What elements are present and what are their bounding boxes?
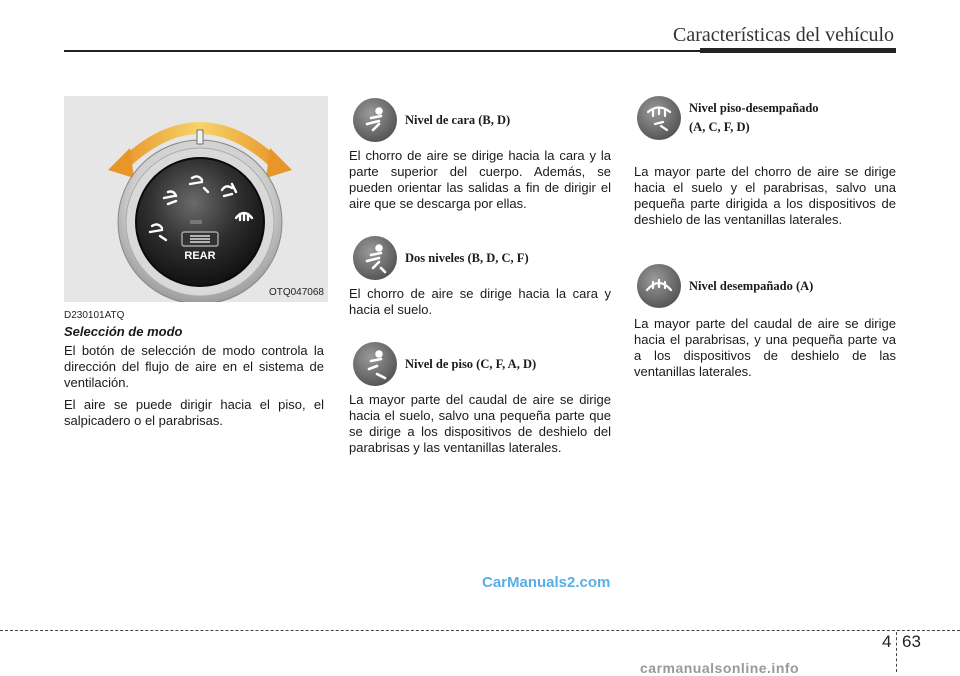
- paragraph: La mayor parte del caudal de aire se dirige hacia el parabrisas, y una pequeña parte va a los dispositivos de deshielo de las ventanillas laterales.: [634, 316, 896, 379]
- bi-level-vent-icon: [353, 236, 397, 280]
- rear-label: REAR: [184, 250, 216, 262]
- paragraph: El chorro de aire se dirige hacia la cara y la parte superior del cuerpo. Además, se pueden orientar las salidas a fin de dirigir el aire que se descarga por ellas.: [349, 148, 611, 211]
- paragraph: La mayor parte del chorro de aire se dirige hacia el suelo y el parabrisas, salvo una pequeña parte dirigida a los dispositivos de deshielo de las ventanillas laterales.: [634, 164, 896, 227]
- mode-floor-defrost-text: [634, 164, 896, 234]
- section-title: Características del vehículo: [672, 24, 894, 46]
- mode-bilevel-heading: [353, 236, 529, 280]
- paragraph: El aire se puede dirigir hacia el piso, el salpicadero o el parabrisas.: [64, 397, 324, 428]
- header-rule-accent: [700, 48, 896, 53]
- mode-bilevel-text: [349, 286, 611, 324]
- mode-defrost-heading: [637, 264, 813, 308]
- section-code: D230101ATQ: [64, 310, 125, 321]
- chapter-number: 4: [882, 632, 892, 651]
- mode-floor-defrost-heading: [637, 96, 819, 140]
- watermark-link[interactable]: CarManuals2.com: [482, 574, 611, 591]
- mode-label: Nivel de cara (B, D): [405, 112, 511, 127]
- mode-label-line: (A, C, F, D): [689, 120, 750, 134]
- paragraph: El botón de selección de modo controla la dirección del flujo de aire en el sistema de ventilación.: [64, 343, 324, 390]
- mode-floor-text: [349, 392, 611, 462]
- mode-label: Nivel de piso (C, F, A, D): [405, 356, 537, 371]
- mode-defrost-text: [634, 316, 896, 386]
- footer-rule: [0, 630, 960, 631]
- mode-label: Dos niveles (B, D, C, F): [405, 250, 529, 265]
- defrost-icon: [637, 264, 681, 308]
- mode-face-heading: [353, 98, 510, 142]
- mode-floor-heading: [353, 342, 536, 386]
- mode-knob-illustration: [64, 96, 328, 302]
- paragraph: El chorro de aire se dirige hacia la cara y hacia el suelo.: [349, 286, 611, 317]
- face-vent-icon: [353, 98, 397, 142]
- section-subtitle: Selección de modo: [64, 324, 183, 339]
- mode-label: Nivel desempañado (A): [689, 278, 814, 293]
- paragraph: La mayor parte del caudal de aire se dirige hacia el suelo, salvo una pequeña parte que se dirige a los dispositivos de deshielo del parabrisas y las ventanillas laterales.: [349, 392, 611, 455]
- floor-defrost-icon: [637, 96, 681, 140]
- page-number: 63: [902, 632, 921, 651]
- page-number-separator: [896, 632, 897, 672]
- mode-face-text: [349, 148, 611, 218]
- mode-label: [689, 99, 819, 137]
- floor-vent-icon: [353, 342, 397, 386]
- footer-url-watermark[interactable]: carmanualsonline.info: [640, 660, 800, 676]
- mode-label-line: Nivel piso-desempañado: [689, 101, 819, 115]
- mode-knob-figure: [64, 96, 328, 302]
- figure-caption: OTQ047068: [268, 287, 324, 298]
- column-1-body: [64, 343, 324, 435]
